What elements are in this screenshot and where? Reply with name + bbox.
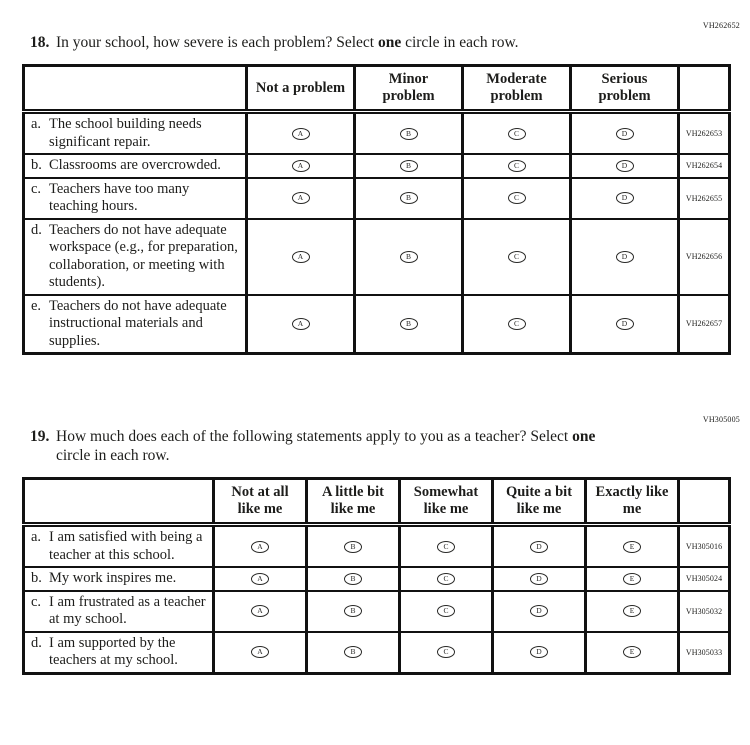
answer-circle-b[interactable]: B: [400, 192, 418, 204]
item-code-q19: VH305005: [702, 415, 740, 424]
answer-circle-d[interactable]: D: [616, 251, 634, 263]
answer-circle-b[interactable]: B: [344, 646, 362, 658]
answer-cell: [586, 632, 679, 674]
row-letter: a.: [31, 116, 42, 132]
table-row-c: [24, 178, 730, 219]
answer-cell: [307, 632, 400, 674]
answer-cell: [463, 154, 571, 178]
answer-cell: [247, 154, 355, 178]
row-letter: e.: [31, 297, 42, 314]
row-text: I am frustrated as a teacher at my school.: [49, 593, 206, 627]
row-label: [24, 219, 247, 295]
item-code: VH262656: [679, 219, 730, 295]
table-row-d: [24, 219, 730, 295]
column-header-moderate-problem: Moderate problem: [463, 66, 571, 112]
answer-circle-c[interactable]: C: [508, 318, 526, 330]
question-number: 19.: [30, 428, 50, 445]
question-text: How much does each of the following statements apply to you as a teacher? Select one circle in each row.: [56, 428, 596, 464]
answer-cell: [571, 178, 679, 219]
answer-circle-e[interactable]: E: [623, 646, 641, 658]
answer-circle-c[interactable]: C: [437, 573, 455, 585]
answer-circle-a[interactable]: A: [292, 192, 310, 204]
row-letter: b.: [31, 570, 42, 586]
column-header-not-at-all-like-me: Not at all like me: [214, 479, 307, 525]
answer-cell: [586, 567, 679, 591]
table-row-a: [24, 525, 730, 568]
answer-circle-e[interactable]: E: [623, 541, 641, 553]
row-letter: c.: [31, 180, 42, 197]
bold-word: one: [572, 428, 596, 445]
answer-cell: [463, 219, 571, 295]
column-header-somewhat-like-me: Somewhat like me: [400, 479, 493, 525]
answer-circle-d[interactable]: D: [530, 646, 548, 658]
answer-cell: [493, 591, 586, 632]
answer-circle-e[interactable]: E: [623, 605, 641, 617]
answer-cell: [214, 567, 307, 591]
header-code-cell: [679, 479, 730, 525]
answer-circle-b[interactable]: B: [344, 605, 362, 617]
question-text: In your school, how severe is each problem? Select one circle in each row.: [56, 34, 519, 51]
question-18-table: [22, 64, 731, 355]
row-label: [24, 178, 247, 219]
answer-circle-c[interactable]: C: [508, 251, 526, 263]
row-text: Teachers do not have adequate instructional materials and supplies.: [49, 297, 227, 349]
answer-cell: [493, 632, 586, 674]
row-label: [24, 632, 214, 674]
header-empty-cell: [24, 479, 214, 525]
answer-cell: [355, 219, 463, 295]
header-row: [24, 66, 730, 112]
answer-cell: [586, 525, 679, 568]
answer-circle-a[interactable]: A: [292, 318, 310, 330]
answer-cell: [571, 154, 679, 178]
row-text: Classrooms are overcrowded.: [49, 157, 221, 173]
answer-cell: [247, 112, 355, 155]
answer-cell: [400, 632, 493, 674]
answer-circle-e[interactable]: E: [623, 573, 641, 585]
row-label: [24, 154, 247, 178]
header-row: [24, 479, 730, 525]
answer-cell: [463, 112, 571, 155]
answer-cell: [463, 178, 571, 219]
answer-circle-a[interactable]: A: [292, 160, 310, 172]
answer-cell: [355, 154, 463, 178]
row-text: The school building needs significant repair.: [49, 116, 202, 150]
column-header-exactly-like-me: Exactly like me: [586, 479, 679, 525]
table-row-c: [24, 591, 730, 632]
answer-cell: [247, 219, 355, 295]
item-code: VH305032: [679, 591, 730, 632]
question-18: [30, 33, 710, 52]
answer-cell: [571, 112, 679, 155]
table-row-d: [24, 632, 730, 674]
answer-cell: [571, 295, 679, 354]
item-code: VH305016: [679, 525, 730, 568]
item-code: VH262657: [679, 295, 730, 354]
row-label: [24, 295, 247, 354]
answer-circle-c[interactable]: C: [437, 541, 455, 553]
answer-circle-a[interactable]: A: [251, 573, 269, 585]
answer-cell: [355, 112, 463, 155]
answer-cell: [355, 178, 463, 219]
answer-circle-b[interactable]: B: [400, 251, 418, 263]
question-19: [30, 427, 710, 465]
answer-circle-a[interactable]: A: [251, 605, 269, 617]
column-header-serious-problem: Serious problem: [571, 66, 679, 112]
row-letter: a.: [31, 529, 42, 545]
answer-circle-a[interactable]: A: [251, 646, 269, 658]
item-code: VH305033: [679, 632, 730, 674]
answer-circle-c[interactable]: C: [508, 192, 526, 204]
answer-circle-c[interactable]: C: [508, 160, 526, 172]
column-header-quite-a-bit-like-me: Quite a bit like me: [493, 479, 586, 525]
answer-cell: [571, 219, 679, 295]
row-letter: c.: [31, 593, 42, 610]
answer-cell: [400, 591, 493, 632]
answer-circle-c[interactable]: C: [437, 605, 455, 617]
question-number: 18.: [30, 34, 50, 51]
answer-cell: [307, 567, 400, 591]
answer-cell: [400, 567, 493, 591]
item-code: VH262653: [679, 112, 730, 155]
row-label: [24, 567, 214, 591]
answer-circle-b[interactable]: B: [400, 128, 418, 140]
row-label: [24, 112, 247, 155]
answer-cell: [493, 525, 586, 568]
answer-circle-b[interactable]: B: [400, 318, 418, 330]
answer-circle-d[interactable]: D: [616, 318, 634, 330]
answer-cell: [247, 295, 355, 354]
answer-cell: [214, 591, 307, 632]
table-row-b: [24, 154, 730, 178]
answer-cell: [307, 591, 400, 632]
answer-cell: [355, 295, 463, 354]
row-label: [24, 591, 214, 632]
answer-circle-d[interactable]: D: [530, 605, 548, 617]
item-code: VH262654: [679, 154, 730, 178]
header-code-cell: [679, 66, 730, 112]
item-code-q18: VH262652: [702, 21, 740, 30]
answer-circle-c[interactable]: C: [508, 128, 526, 140]
item-code: VH262655: [679, 178, 730, 219]
answer-circle-d[interactable]: D: [530, 541, 548, 553]
row-label: [24, 525, 214, 568]
answer-circle-a[interactable]: A: [292, 251, 310, 263]
bold-word: one: [377, 34, 402, 51]
answer-circle-d[interactable]: D: [530, 573, 548, 585]
row-letter: d.: [31, 634, 42, 651]
column-header-not-a-problem: Not a problem: [247, 66, 355, 112]
answer-circle-b[interactable]: B: [400, 160, 418, 172]
row-letter: b.: [31, 157, 42, 173]
answer-cell: [586, 591, 679, 632]
answer-circle-b[interactable]: B: [344, 573, 362, 585]
row-text: My work inspires me.: [49, 570, 177, 586]
answer-cell: [214, 632, 307, 674]
answer-cell: [247, 178, 355, 219]
row-text: I am satisfied with being a teacher at this school.: [49, 529, 203, 563]
answer-circle-d[interactable]: D: [616, 128, 634, 140]
row-text: Teachers do not have adequate workspace (e.g., for preparation, collaboration, or meeting with students).: [49, 221, 238, 290]
item-code: VH305024: [679, 567, 730, 591]
answer-circle-d[interactable]: D: [616, 160, 634, 172]
answer-circle-a[interactable]: A: [251, 541, 269, 553]
answer-circle-a[interactable]: A: [292, 128, 310, 140]
table-row-b: [24, 567, 730, 591]
table-row-a: [24, 112, 730, 155]
question-19-table: [22, 477, 731, 675]
column-header-minor-problem: Minor problem: [355, 66, 463, 112]
answer-cell: [463, 295, 571, 354]
answer-cell: [493, 567, 586, 591]
row-text: Teachers have too many teaching hours.: [49, 180, 190, 214]
answer-cell: [400, 525, 493, 568]
answer-circle-d[interactable]: D: [616, 192, 634, 204]
answer-cell: [307, 525, 400, 568]
answer-cell: [214, 525, 307, 568]
row-letter: d.: [31, 221, 42, 238]
table-row-e: [24, 295, 730, 354]
answer-circle-c[interactable]: C: [437, 646, 455, 658]
header-empty-cell: [24, 66, 247, 112]
answer-circle-b[interactable]: B: [344, 541, 362, 553]
column-header-a-little-bit-like-me: A little bit like me: [307, 479, 400, 525]
row-text: I am supported by the teachers at my school.: [49, 634, 178, 668]
